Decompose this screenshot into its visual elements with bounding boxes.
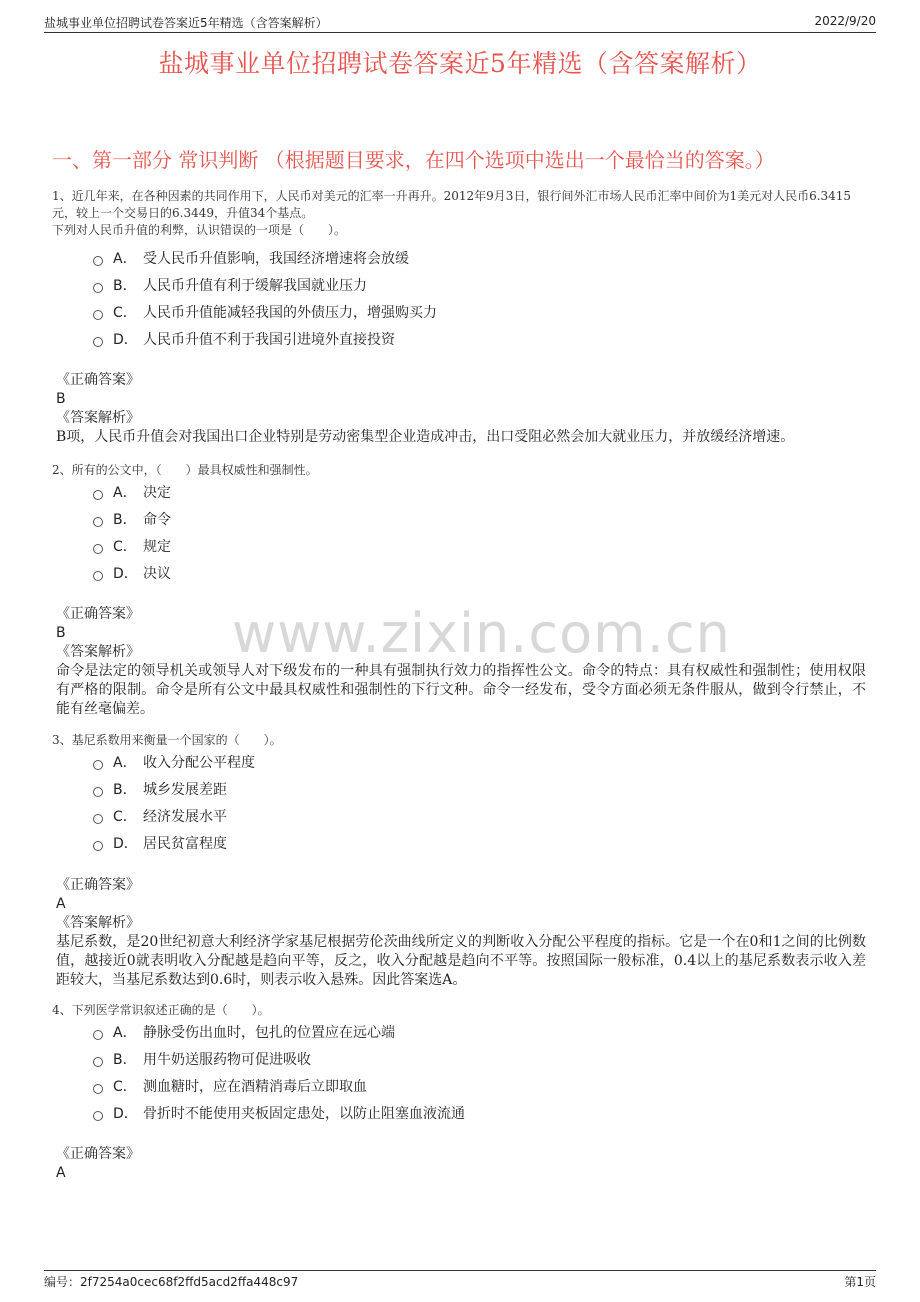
- option-c[interactable]: [93, 802, 255, 829]
- answer-label: 《正确答案》: [56, 372, 140, 388]
- question-4-answer: [56, 1145, 866, 1183]
- option-c[interactable]: [93, 1072, 465, 1099]
- question-1-stem: [52, 188, 872, 239]
- option-text: 人民币升值有利于缓解我国就业压力: [143, 277, 367, 294]
- answer-value: A: [56, 896, 66, 912]
- option-text: 决定: [143, 484, 171, 501]
- answer-value: B: [56, 625, 66, 641]
- option-text: 居民贫富程度: [143, 835, 227, 852]
- analysis-label: 《答案解析》: [56, 410, 140, 426]
- radio-icon[interactable]: [93, 283, 103, 293]
- option-a[interactable]: [93, 478, 171, 505]
- option-b[interactable]: [93, 1045, 465, 1072]
- question-2-options: [93, 478, 171, 586]
- question-3-options: [93, 748, 255, 856]
- option-c[interactable]: [93, 532, 171, 559]
- option-d[interactable]: [93, 559, 171, 586]
- option-letter: C．: [113, 1078, 137, 1095]
- option-text: 决议: [143, 565, 171, 582]
- option-d[interactable]: [93, 1099, 465, 1126]
- question-4-options: [93, 1018, 465, 1126]
- answer-label: 《正确答案》: [56, 1146, 140, 1162]
- radio-icon[interactable]: [93, 544, 103, 554]
- option-text: 规定: [143, 538, 171, 555]
- option-b[interactable]: [93, 775, 255, 802]
- option-text: 静脉受伤出血时，包扎的位置应在远心端: [143, 1024, 395, 1041]
- radio-icon[interactable]: [93, 256, 103, 266]
- radio-icon[interactable]: [93, 787, 103, 797]
- radio-icon[interactable]: [93, 1057, 103, 1067]
- option-letter: C．: [113, 538, 137, 555]
- option-a[interactable]: [93, 244, 437, 271]
- option-c[interactable]: [93, 298, 437, 325]
- option-text: 人民币升值不利于我国引进境外直接投资: [143, 331, 395, 348]
- option-letter: A．: [113, 250, 137, 267]
- radio-icon[interactable]: [93, 1030, 103, 1040]
- question-3-stem: [52, 732, 872, 749]
- question-stem-text: 3、基尼系数用来衡量一个国家的（ ）。: [52, 733, 282, 747]
- option-text: 测血糖时，应在酒精消毒后立即取血: [143, 1078, 367, 1095]
- question-4-stem: [52, 1002, 872, 1019]
- radio-icon[interactable]: [93, 571, 103, 581]
- radio-icon[interactable]: [93, 760, 103, 770]
- question-2-stem: [52, 462, 872, 479]
- question-3-answer: [56, 876, 866, 990]
- question-stem-text: 1、近几年来，在各种因素的共同作用下，人民币对美元的汇率一升再升。2012年9月3日，银行间外汇市场人民币汇率中间价为1美元对人民币6.3415元，较上一个交易日的6.3449，升值34个基点。: [52, 189, 852, 220]
- option-text: 经济发展水平: [143, 808, 227, 825]
- option-a[interactable]: [93, 1018, 465, 1045]
- option-text: 受人民币升值影响，我国经济增速将会放缓: [143, 250, 409, 267]
- analysis-label: 《答案解析》: [56, 915, 140, 931]
- header-date: 2022/9/20: [814, 14, 876, 28]
- option-a[interactable]: [93, 748, 255, 775]
- option-text: 人民币升值能减轻我国的外债压力，增强购买力: [143, 304, 437, 321]
- page-footer: [44, 1270, 876, 1289]
- radio-icon[interactable]: [93, 517, 103, 527]
- answer-label: 《正确答案》: [56, 877, 140, 893]
- option-letter: D．: [113, 565, 138, 582]
- radio-icon[interactable]: [93, 310, 103, 320]
- option-text: 骨折时不能使用夹板固定患处，以防止阻塞血液流通: [143, 1105, 465, 1122]
- question-stem-text: 4、下列医学常识叙述正确的是（ ）。: [52, 1003, 270, 1017]
- answer-label: 《正确答案》: [56, 606, 140, 622]
- option-letter: B．: [113, 511, 137, 528]
- header-doc-title: 盐城事业单位招聘试卷答案近5年精选（含答案解析）: [44, 16, 328, 30]
- question-stem-text: 2、所有的公文中，（ ）最具权威性和强制性。: [52, 463, 318, 477]
- option-text: 命令: [143, 511, 171, 528]
- option-d[interactable]: [93, 829, 255, 856]
- watermark: www.zixin.com.cn: [232, 602, 731, 665]
- option-d[interactable]: [93, 325, 437, 352]
- section-heading: 一、第一部分 常识判断 （根据题目要求，在四个选项中选出一个最恰当的答案。）: [52, 148, 775, 172]
- answer-value: B: [56, 391, 66, 407]
- option-letter: C．: [113, 808, 137, 825]
- radio-icon[interactable]: [93, 490, 103, 500]
- option-text: 收入分配公平程度: [143, 754, 255, 771]
- option-letter: A．: [113, 484, 137, 501]
- option-letter: C．: [113, 304, 137, 321]
- question-1-answer: [56, 371, 866, 447]
- page-header: [44, 12, 876, 33]
- radio-icon[interactable]: [93, 1084, 103, 1094]
- option-letter: D．: [113, 835, 138, 852]
- radio-icon[interactable]: [93, 337, 103, 347]
- option-b[interactable]: [93, 505, 171, 532]
- option-text: 用牛奶送服药物可促进吸收: [143, 1051, 311, 1068]
- option-text: 城乡发展差距: [143, 781, 227, 798]
- option-b[interactable]: [93, 271, 437, 298]
- option-letter: A．: [113, 1024, 137, 1041]
- option-letter: B．: [113, 277, 137, 294]
- question-stem-text: 下列对人民币升值的利弊，认识错误的一项是（ ）。: [52, 223, 347, 237]
- question-1-options: [93, 244, 437, 352]
- option-letter: D．: [113, 1105, 138, 1122]
- option-letter: B．: [113, 781, 137, 798]
- analysis-text: 命令是法定的领导机关或领导人对下级发布的一种具有强制执行效力的指挥性公文。命令的特点：具有权威性和强制性；使用权限有严格的限制。命令是所有公文中最具权威性和强制性的下行文种。命令一经发布，受令方面必须无条件服从，做到令行禁止，不能有丝毫偏差。: [56, 663, 866, 717]
- analysis-text: B项，人民币升值会对我国出口企业特别是劳动密集型企业造成冲击，出口受阻必然会加大就业压力，并放缓经济增速。: [56, 429, 795, 445]
- radio-icon[interactable]: [93, 1111, 103, 1121]
- footer-page-number: 第1页: [844, 1275, 876, 1289]
- analysis-label: 《答案解析》: [56, 644, 140, 660]
- option-letter: B．: [113, 1051, 137, 1068]
- analysis-text: 基尼系数，是20世纪初意大利经济学家基尼根据劳伦茨曲线所定义的判断收入分配公平程度的指标。它是一个在0和1之间的比例数值，越接近0就表明收入分配越是趋向平等，反之，收入分配越是趋向不平等。按照国际一般标准，0.4以上的基尼系数表示收入差距较大，当基尼系数达到0.6时，则表示收入悬殊。因此答案选A。: [56, 934, 866, 988]
- option-letter: A．: [113, 754, 137, 771]
- footer-doc-id: 编号：2f7254a0cec68f2ffd5acd2ffa448c97: [44, 1275, 299, 1289]
- answer-value: A: [56, 1165, 66, 1181]
- option-letter: D．: [113, 331, 138, 348]
- document-title: 盐城事业单位招聘试卷答案近5年精选（含答案解析）: [158, 49, 762, 78]
- radio-icon[interactable]: [93, 841, 103, 851]
- radio-icon[interactable]: [93, 814, 103, 824]
